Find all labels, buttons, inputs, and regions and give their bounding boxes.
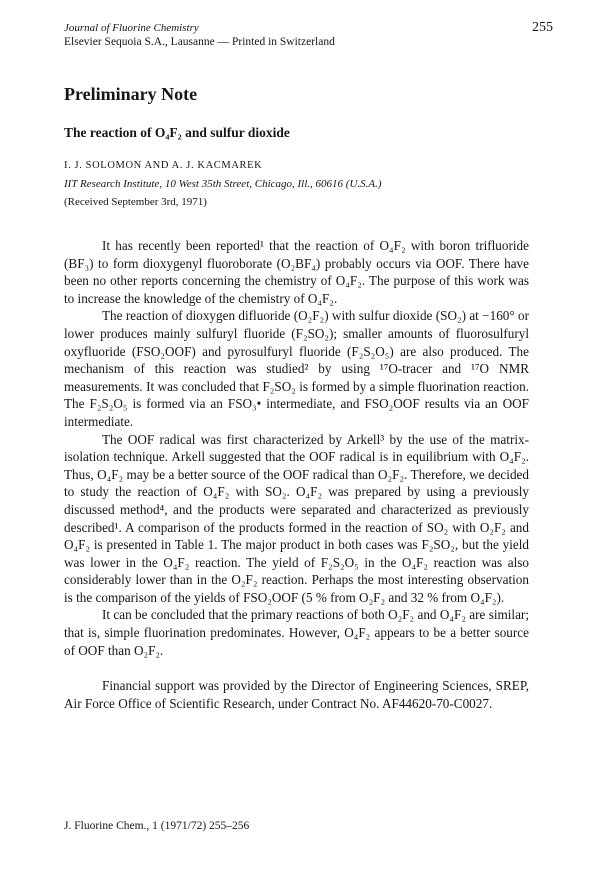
journal-name: Journal of Fluorine Chemistry	[64, 22, 199, 34]
footer-citation: J. Fluorine Chem., 1 (1971/72) 255–256	[64, 820, 250, 832]
section-heading: Preliminary Note	[64, 84, 198, 104]
body-paragraph-3: The OOF radical was first characterized by Arkell³ by the use of the matrix-isolation technique. Arkell suggested that the OOF radical is in equilibrium with O₄F₂. Thus, O₄F₂ may be a better source of the OOF radical than O₂F₂. Therefore, we decided to study the reaction of O₄F₂ with SO₂. O₄F₂ was prepared by using a previously discussed method⁴, and the products were separated and characterized as previously described¹. A comparison of the products formed in the reaction of SO₂ with O₂F₂ and O₄F₂ is presented in Table 1. The major product in both cases was F₂SO₂, but the yield was lower in the O₄F₂ reaction. The yield of F₂S₂O₅ in the O₄F₂ reaction was also considerably lower than in the O₂F₂ reaction. Perhaps the most interesting observation is the comparison of the yields of FSO₂OOF (5 % from O₂F₂ and 32 % from O₄F₂).	[64, 431, 529, 605]
acknowledgement-paragraph: Financial support was provided by the Director of Engineering Sciences, SREP, Air Force Office of Scientific Research, under Contract No. AF44620-70-C0027.	[64, 678, 529, 711]
body-paragraph-4: It can be concluded that the primary reactions of both O₂F₂ and O₄F₂ are similar; that is, simple fluorination predominates. However, O₄F₂ appears to be a better source of OOF than O₂F₂.	[64, 607, 529, 658]
page-number: 255	[532, 20, 553, 35]
author-affiliation: IIT Research Institute, 10 West 35th Street, Chicago, Ill., 60616 (U.S.A.)	[64, 178, 382, 190]
body-paragraph-2: The reaction of dioxygen difluoride (O₂F₂) with sulfur dioxide (SO₂) at −160° or lower produces mainly sulfuryl fluoride (F₂SO₂); smaller amounts of fluorosulfuryl oxyfluoride (FSO₂OOF) and pyrosulfuryl fluoride (F₂S₂O₅) are also produced. The mechanism of this reaction was studied² by using ¹⁷O-tracer and ¹⁷O NMR measurements. It was concluded that F₂SO₂ is formed by a simple fluorination reaction. The F₂S₂O₅ is formed via an FSO₃• intermediate, and FSO₂OOF results via an OOF intermediate.	[64, 308, 529, 429]
article-title: The reaction of O₄F₂ and sulfur dioxide	[64, 125, 290, 140]
body-paragraph-1: It has recently been reported¹ that the reaction of O₄F₂ with boron trifluoride (BF₃) to form dioxygenyl fluoroborate (O₂BF₄) probably occurs via OOF. There have been no other reports concerning the chemistry of O₄F₂. The purpose of this work was to increase the knowledge of the chemistry of O₄F₂.	[64, 238, 529, 306]
article-body	[64, 237, 529, 712]
article-authors: I. J. SOLOMON AND A. J. KACMAREK	[64, 160, 263, 171]
received-date: (Received September 3rd, 1971)	[64, 196, 207, 208]
publisher-line: Elsevier Sequoia S.A., Lausanne — Printed in Switzerland	[64, 36, 335, 48]
